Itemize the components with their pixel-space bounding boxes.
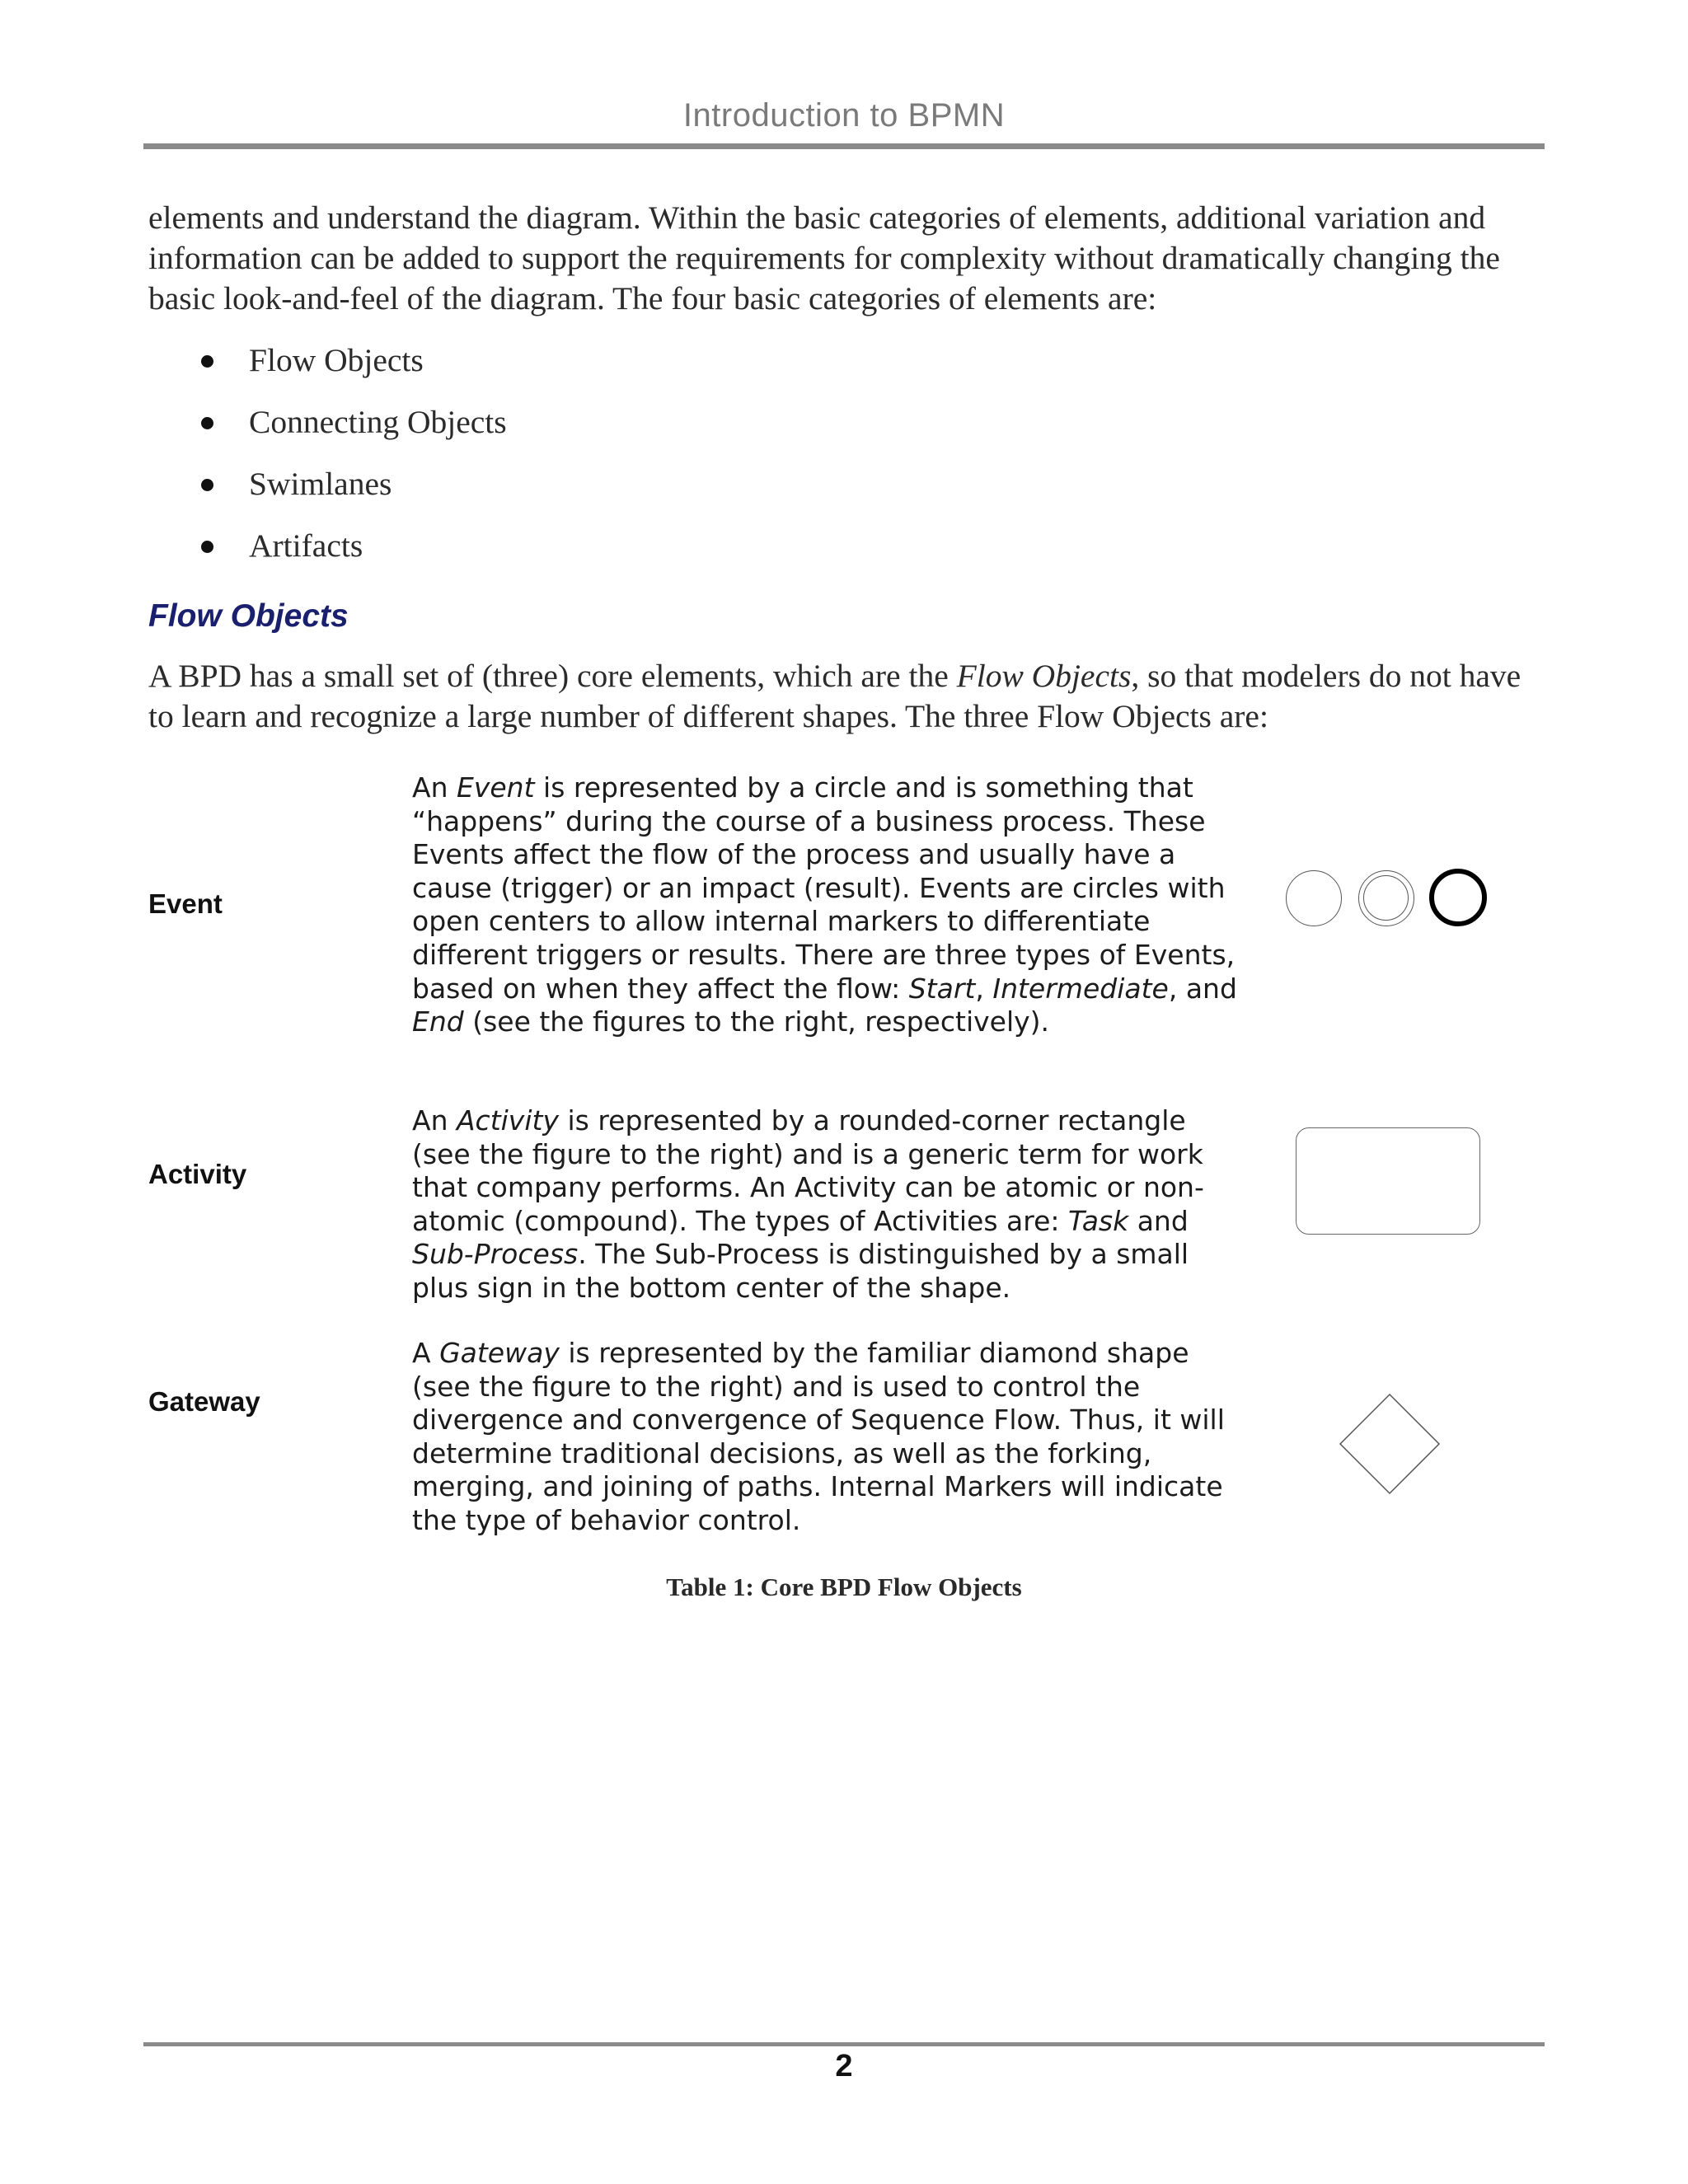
flow-objects-paragraph bbox=[148, 656, 1541, 737]
list-item-label: Artifacts bbox=[249, 527, 363, 564]
running-header: Introduction to BPMN bbox=[682, 97, 1006, 134]
list-item bbox=[148, 401, 507, 463]
text-run: , so that modelers do not have to learn and recognize a large number of different shapes. The three Flow Objects are: bbox=[148, 658, 1522, 734]
page-number: 2 bbox=[835, 2049, 853, 2083]
gateway-description bbox=[412, 1337, 1245, 1538]
activity-description bbox=[412, 1104, 1245, 1305]
footer-rule bbox=[143, 2042, 1545, 2046]
text-run: is represented by the familiar diamond shape (see the figure to the right) and is used to control the divergence and convergence of Sequence Flow. Thus, it will determine traditional decisions, as well as the forking, merging, and joining of paths. Internal Markers will indicate the type of behavior control. bbox=[412, 1337, 1225, 1536]
text-run: A bbox=[412, 1337, 440, 1369]
text-run: An bbox=[412, 1104, 457, 1137]
list-item-label: Swimlanes bbox=[249, 466, 392, 502]
intro-paragraph: elements and understand the diagram. Within the basic categories of elements, additional variation and information can be added to support the requirements for complexity without dramatically changing the basic look-and-feel of the diagram. The four basic categories of elements are: bbox=[148, 199, 1500, 316]
list-item bbox=[148, 525, 507, 587]
text-run: , bbox=[975, 972, 993, 1005]
event-label: Event bbox=[148, 888, 223, 919]
start-event-icon bbox=[1286, 870, 1342, 926]
bullet-icon bbox=[201, 355, 213, 368]
list-item-label: Connecting Objects bbox=[249, 404, 507, 440]
bullet-icon bbox=[201, 417, 213, 429]
emphasis-text: Intermediate bbox=[992, 972, 1169, 1005]
text-run: and bbox=[1128, 1204, 1189, 1237]
emphasis-text: Activity bbox=[456, 1104, 559, 1137]
list-item bbox=[148, 340, 507, 401]
event-description bbox=[412, 771, 1245, 1039]
emphasis-text: Flow Objects bbox=[956, 658, 1132, 694]
text-run: (see the figures to the right, respectively). bbox=[463, 1005, 1050, 1038]
activity-label: Activity bbox=[148, 1159, 247, 1189]
list-item bbox=[148, 463, 507, 525]
bullet-icon bbox=[201, 541, 213, 553]
bullet-icon bbox=[201, 479, 213, 491]
emphasis-text: End bbox=[412, 1005, 464, 1038]
text-run: is represented by a rounded-corner rectangle (see the figure to the right) and is a generic term for work that company performs. An Activity can be atomic or non-atomic (compound). The types of Activities are: bbox=[412, 1104, 1204, 1237]
emphasis-text: Sub-Process bbox=[412, 1238, 579, 1271]
end-event-icon bbox=[1429, 869, 1487, 926]
intermediate-event-icon bbox=[1358, 870, 1414, 926]
emphasis-text: Task bbox=[1068, 1204, 1129, 1237]
gateway-diamond-icon bbox=[1339, 1393, 1441, 1495]
emphasis-text: Start bbox=[908, 972, 976, 1005]
intermediate-inner-ring bbox=[1363, 875, 1409, 921]
gateway-label: Gateway bbox=[148, 1386, 260, 1417]
text-run: . The Sub-Process is distinguished by a small plus sign in the bottom center of the shape. bbox=[412, 1238, 1189, 1304]
table-caption: Table 1: Core BPD Flow Objects bbox=[666, 1572, 1022, 1601]
header-rule bbox=[143, 143, 1545, 149]
emphasis-text: Gateway bbox=[439, 1337, 560, 1369]
text-run: An bbox=[412, 771, 457, 804]
text-run: A BPD has a small set of (three) core elements, which are the bbox=[148, 658, 957, 694]
text-run: is represented by a circle and is something that “happens” during the course of a business process. These Events affect the flow of the process and usually have a cause (trigger) or an impact (result). Events are circles with open centers to allow internal markers to differentiate different triggers or results. There are three types of Events, based on when they affect the flow: bbox=[412, 771, 1236, 1005]
category-list bbox=[148, 340, 507, 587]
section-heading: Flow Objects bbox=[148, 598, 349, 634]
list-item-label: Flow Objects bbox=[249, 342, 424, 378]
text-run: , and bbox=[1168, 972, 1237, 1005]
activity-rectangle-icon bbox=[1296, 1127, 1480, 1235]
emphasis-text: Event bbox=[456, 771, 535, 804]
